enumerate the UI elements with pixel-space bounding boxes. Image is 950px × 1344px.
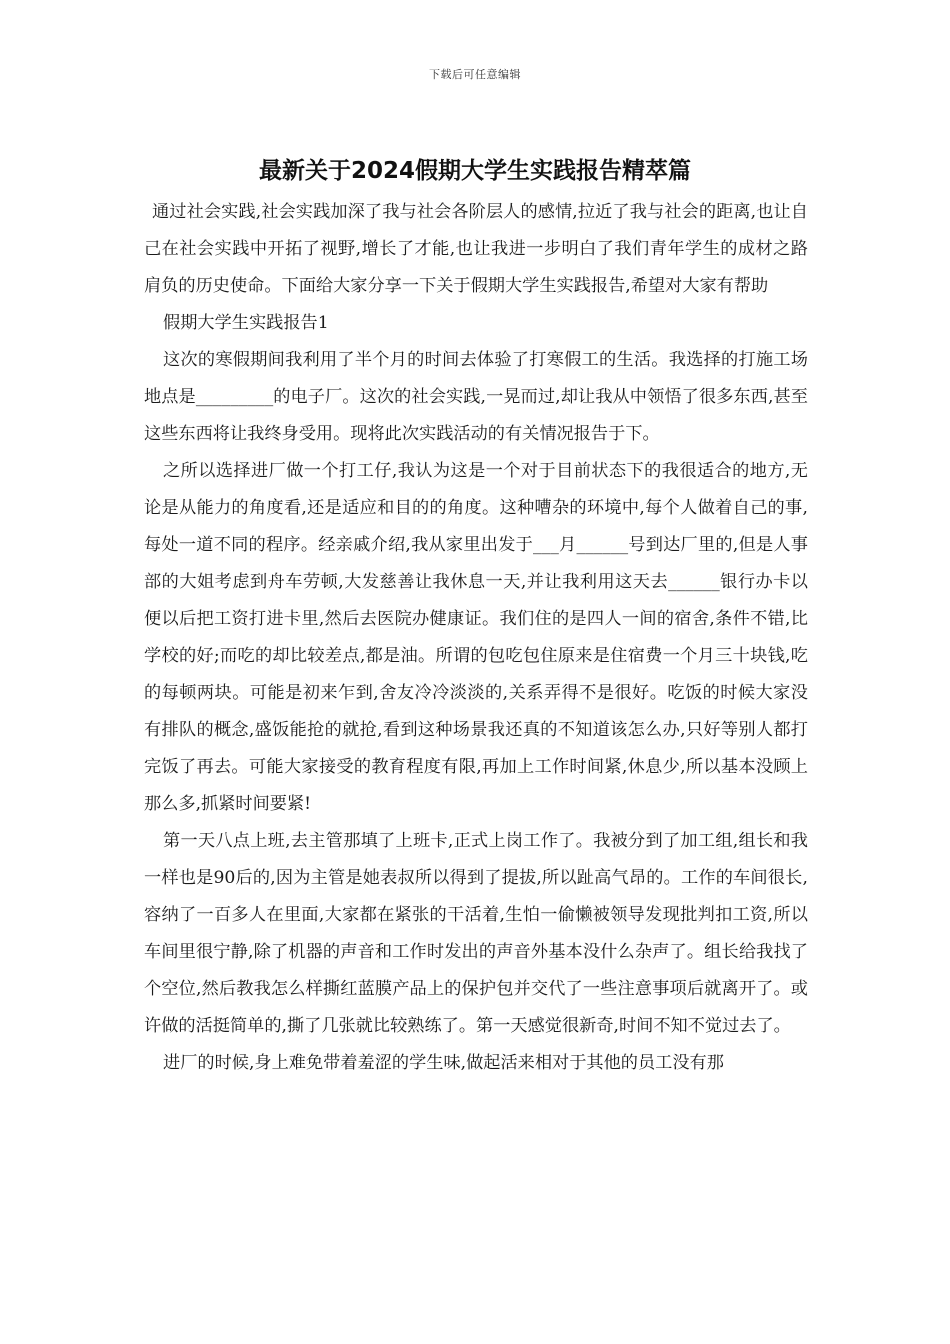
body-paragraph: 第一天八点上班,去主管那填了上班卡,正式上岗工作了。我被分到了加工组,组长和我一样也是90后的,因为主管是她表叔所以得到了提拔,所以趾高气昂的。工作的车间很长,容纳了一百多人在里面,大家都在紧张的干活着,生怕一偷懒被领导发现批判扣工资,所以车间里很宁静,除了机器的声音和工作时发出的声音外基本没什么杂声了。组长给我找了个空位,然后教我怎么样撕红蓝膜产品上的保护包并交代了一些注意事项后就离开了。或许做的活挺简单的,撕了几张就比较熟练了。第一天感觉很新奇,时间不知不觉过去了。 [144,831,808,1036]
section-heading: 假期大学生实践报告1 [163,313,329,333]
document-body [144,194,808,1082]
body-paragraph: 之所以选择进厂做一个打工仔,我认为这是一个对于目前状态下的我很适合的地方,无论是从能力的角度看,还是适应和目的的角度。这种嘈杂的环境中,每个人做着自己的事,每处一道不同的程序。经亲戚介绍,我从家里出发于___月______号到达厂里的,但是人事部的大姐考虑到舟车劳顿,大发慈善让我休息一天,并让我利用这天去______银行办卡以便以后把工资打进卡里,然后去医院办健康证。我们住的是四人一间的宿舍,条件不错,比学校的好;而吃的却比较差点,都是油。所谓的包吃包住原来是住宿费一个月三十块钱,吃的每顿两块。可能是初来乍到,舍友冷冷淡淡的,关系弄得不是很好。吃饭的时候大家没有排队的概念,盛饭能抢的就抢,看到这种场景我还真的不知道该怎么办,只好等别人都打完饭了再去。可能大家接受的教育程度有限,再加上工作时间紧,休息少,所以基本没顾上那么多,抓紧时间要紧! [144,461,808,814]
page-header-note: 下载后可任意编辑 [429,68,521,81]
intro-paragraph: 通过社会实践,社会实践加深了我与社会各阶层人的感情,拉近了我与社会的距离,也让自己在社会实践中开拓了视野,增长了才能,也让我进一步明白了我们青年学生的成材之路肩负的历史使命。下面给大家分享一下关于假期大学生实践报告,希望对大家有帮助 [144,202,808,296]
body-paragraph: 这次的寒假期间我利用了半个月的时间去体验了打寒假工的生活。我选择的打施工场地点是_________的电子厂。这次的社会实践,一晃而过,却让我从中领悟了很多东西,甚至这些东西将让我终身受用。现将此次实践活动的有关情况报告于下。 [144,350,808,444]
document-title: 最新关于2024假期大学生实践报告精萃篇 [258,158,691,184]
body-paragraph: 进厂的时候,身上难免带着羞涩的学生味,做起活来相对于其他的员工没有那 [163,1053,724,1073]
